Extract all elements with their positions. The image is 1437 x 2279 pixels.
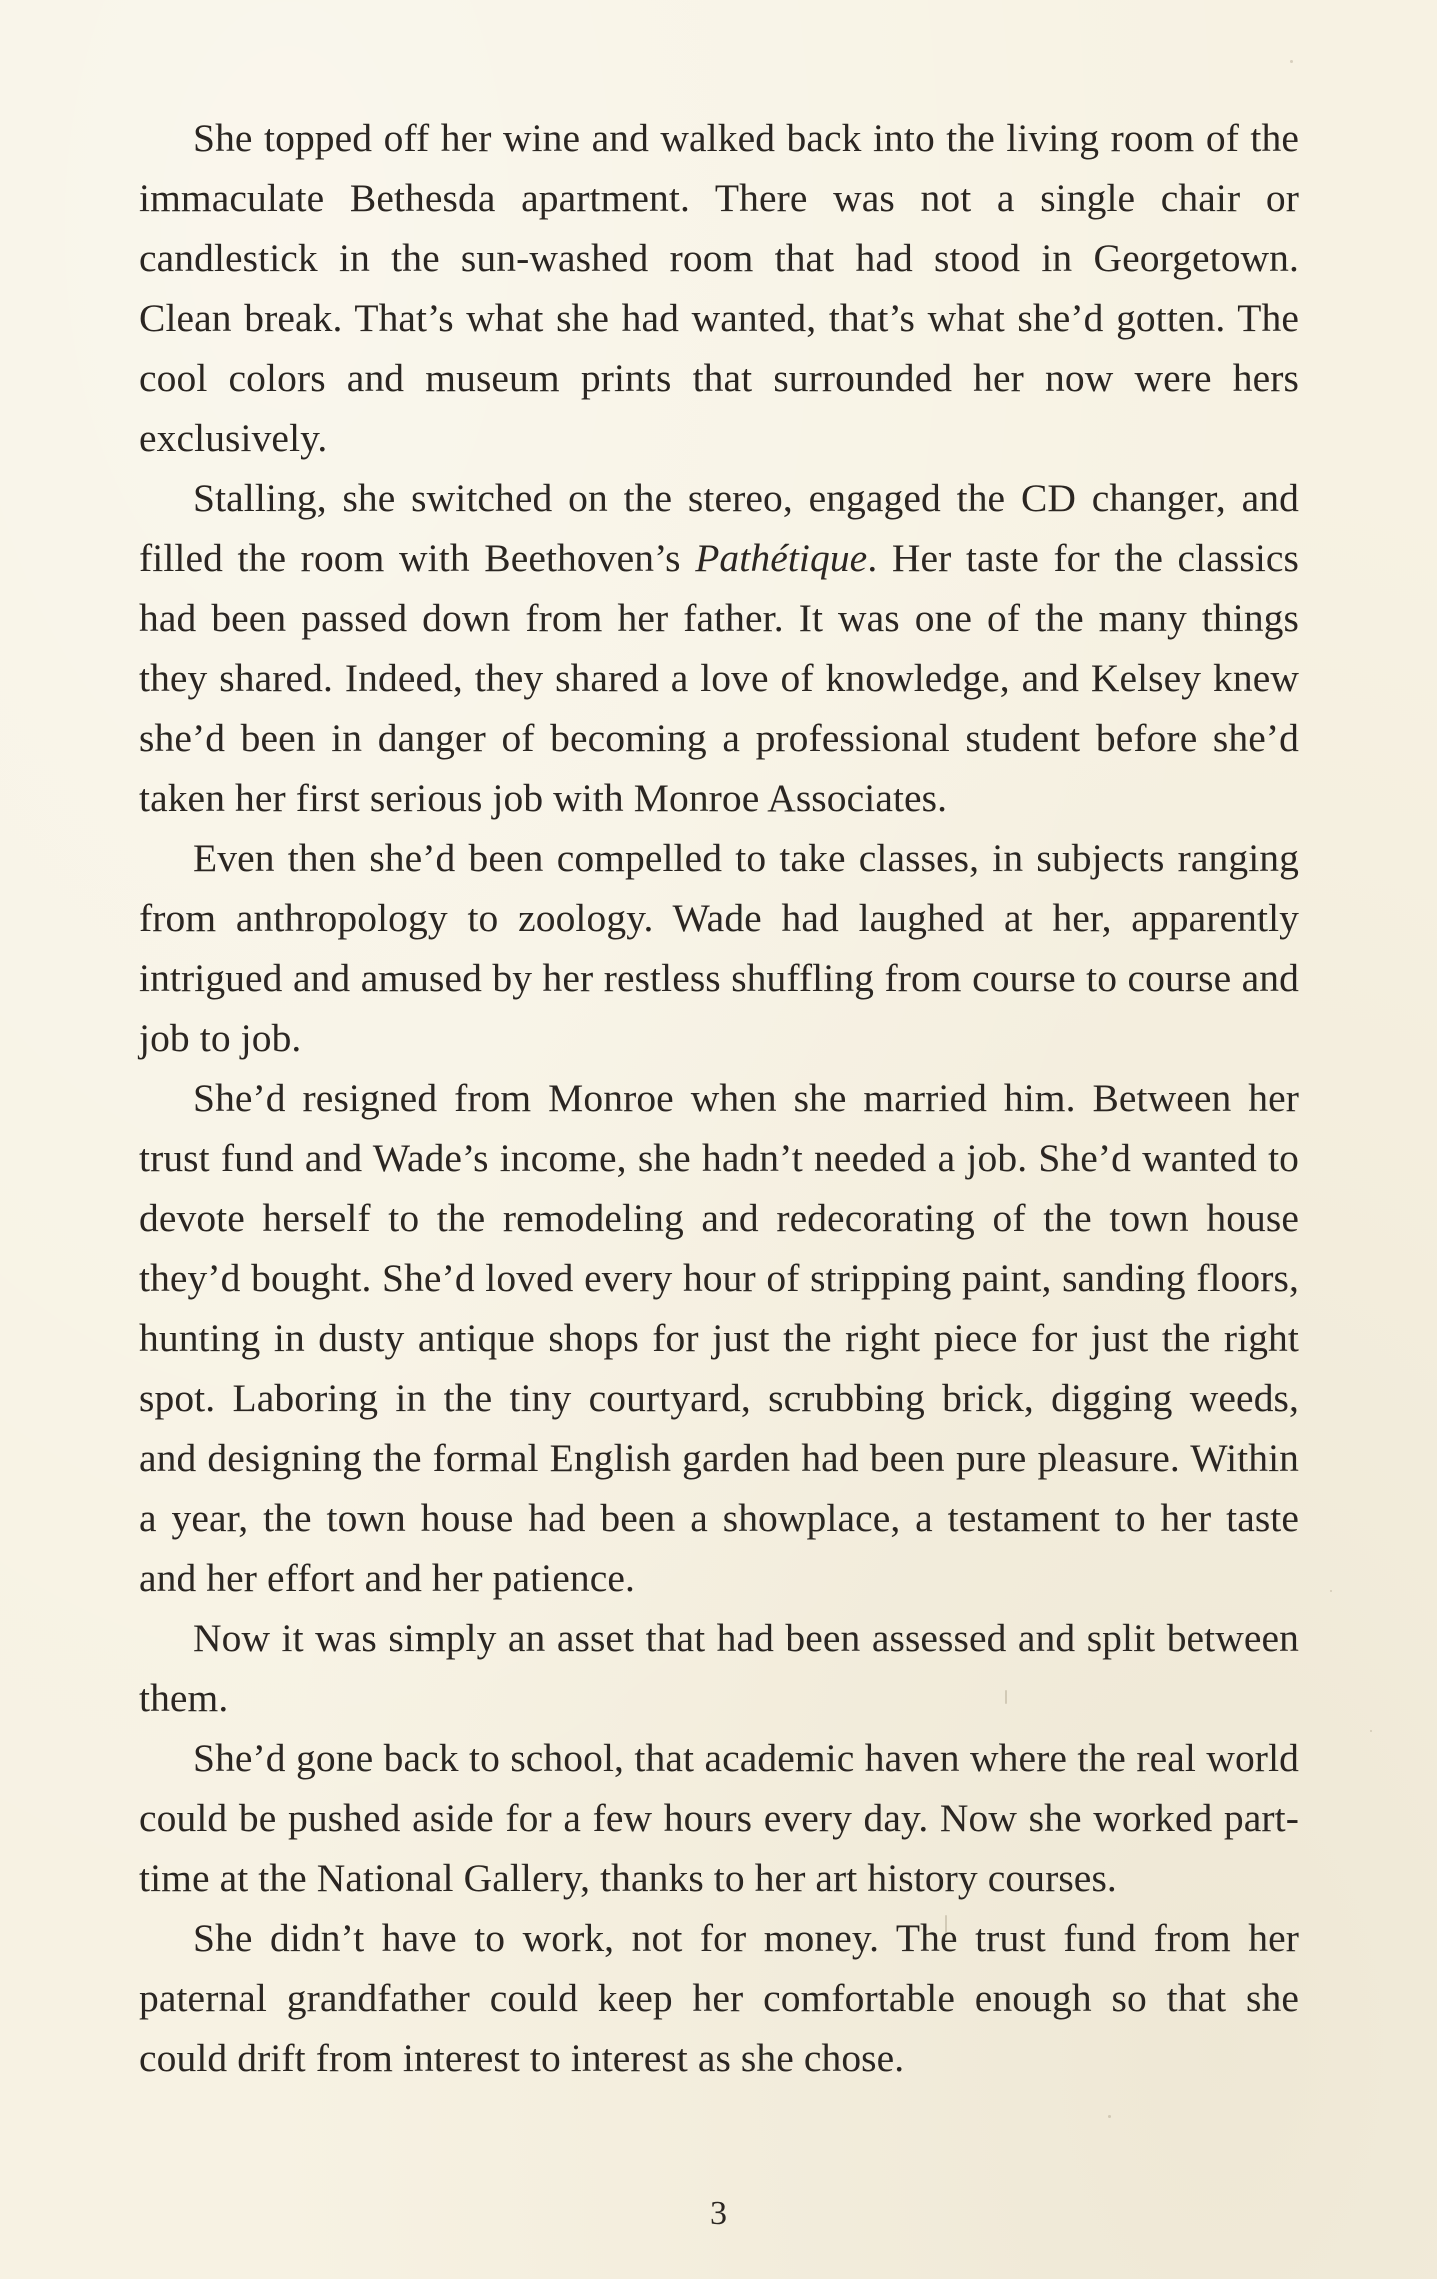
paragraph-6 [139, 1728, 1299, 1908]
paragraph-7-text: She didn’t have to work, not for money. The trust fund from her paternal grandfather could keep her comfortable enough so that she could drift from interest to interest as she chose. [139, 1916, 1299, 2080]
paragraph-2-italic-title: Pathétique [695, 536, 868, 580]
paragraph-4 [139, 1068, 1299, 1608]
paragraph-2-text-after: . Her taste for the classics had been passed down from her father. It was one of the many things they shared. Indeed, they shared a love of knowledge, and Kelsey knew she’d been in danger of becoming a professional student before she’d taken her first serious job with Monroe Associates. [139, 536, 1299, 820]
paragraph-2-text-before: Stalling, she switched on the stereo, engaged the CD changer, and filled the room with Beethoven’s [139, 476, 1299, 580]
paragraph-7 [139, 1908, 1299, 2088]
paragraph-1 [139, 108, 1299, 468]
paragraph-2 [139, 468, 1299, 828]
paragraph-1-text: She topped off her wine and walked back into the living room of the immaculate Bethesda apartment. There was not a single chair or candlestick in the sun-washed room that had stood in Georgetown. Clean break. That’s what she had wanted, that’s what she’d gotten. The cool colors and museum prints that surrounded her now were hers exclusively. [139, 116, 1299, 460]
paragraph-4-text: She’d resigned from Monroe when she married him. Between her trust fund and Wade’s income, she hadn’t needed a job. She’d wanted to devote herself to the remodeling and redecorating of the town house they’d bought. She’d loved every hour of stripping paint, sanding floors, hunting in dusty antique shops for just the right piece for just the right spot. Laboring in the tiny courtyard, scrubbing brick, digging weeds, and designing the formal English garden had been pure pleasure. Within a year, the town house had been a showplace, a testament to her taste and her effort and her patience. [139, 1076, 1299, 1600]
paragraph-3-text: Even then she’d been compelled to take classes, in subjects ranging from anthropology to zoology. Wade had laughed at her, apparently intrigued and amused by her restless shuffling from course to course and job to job. [139, 836, 1299, 1060]
paragraph-3 [139, 828, 1299, 1068]
paragraph-5-text: Now it was simply an asset that had been assessed and split between them. [139, 1616, 1299, 1720]
body-text [139, 108, 1299, 2088]
paragraph-6-text: She’d gone back to school, that academic haven where the real world could be pushed aside for a few hours every day. Now she worked part-time at the National Gallery, thanks to her art history courses. [139, 1736, 1299, 1900]
paragraph-5 [139, 1608, 1299, 1728]
page-number: 3 [710, 2195, 727, 2232]
